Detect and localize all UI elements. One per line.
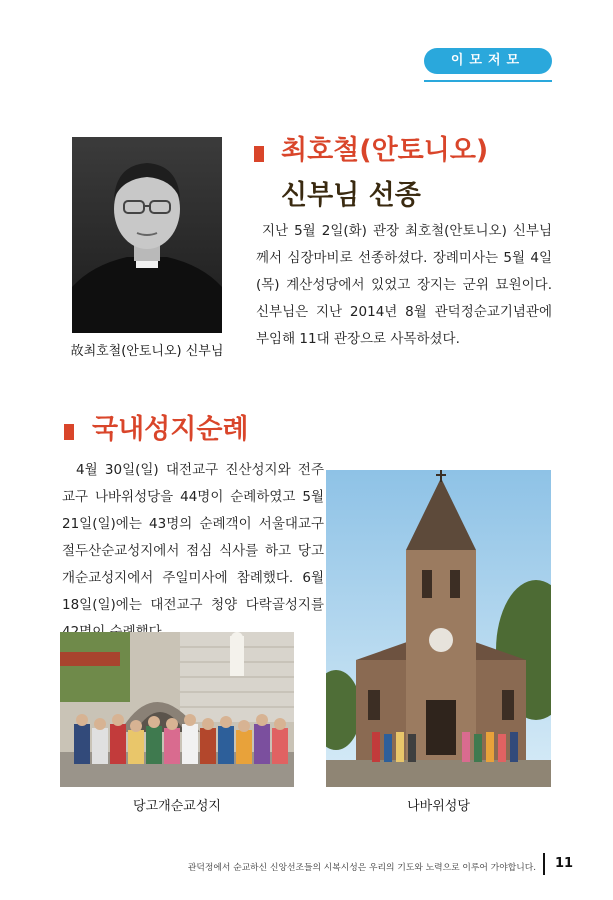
photo1-caption: 당고개순교성지	[133, 799, 221, 814]
priest-portrait	[72, 137, 222, 333]
photo2-caption: 나바위성당	[407, 799, 470, 814]
obituary-title-line1: 최호철(안토니오)	[281, 135, 489, 166]
pilgrimage-title: 국내성지순례	[92, 414, 249, 445]
church-photo-nabawi	[326, 470, 551, 787]
church-photo-illustration	[326, 470, 551, 787]
page-number: 11	[555, 856, 574, 871]
group-photo-illustration	[60, 632, 294, 787]
section-tag: 이모저모	[424, 48, 552, 74]
footer-motto: 관덕정에서 순교하신 신앙선조들의 시복시성은 우리의 기도와 노력으로 이루어 가야합니다.	[187, 863, 536, 873]
tag-underline	[424, 80, 552, 82]
obituary-title-line2: 신부님 선종	[281, 180, 421, 211]
heading-bullet	[254, 146, 264, 162]
portrait-illustration	[72, 137, 222, 333]
portrait-caption: 故최호철(안토니오) 신부님	[70, 344, 224, 359]
pilgrimage-body: 4월 30일(일) 대전교구 진산성지와 전주교구 나바위성당을 44명이 순례하였고 5월 21일(일)에는 43명의 순례객이 서울대교구 절두산순교성지에서 점심 식사를 하고 당고개순교성지에서 주일미사에 참례했다. 6월 18일(일)에는 대전교구 청양 다락골성지를	[62, 462, 324, 613]
group-photo-danggogae	[60, 632, 294, 787]
heading-bullet	[64, 424, 74, 440]
footer-separator	[543, 853, 545, 875]
obituary-body: 지난 5월 2일(화) 관장 최호철(안토니오) 신부님께서 심장마비로 선종하셨다. 장례미사는 5월 4일(목) 계산성당에서 있었고 장지는 군위 묘원이다. 신부님은 지난 2014년 8월 관덕정순교기념관에 부임해 11대 관장으로 사목하셨다.	[256, 223, 552, 347]
